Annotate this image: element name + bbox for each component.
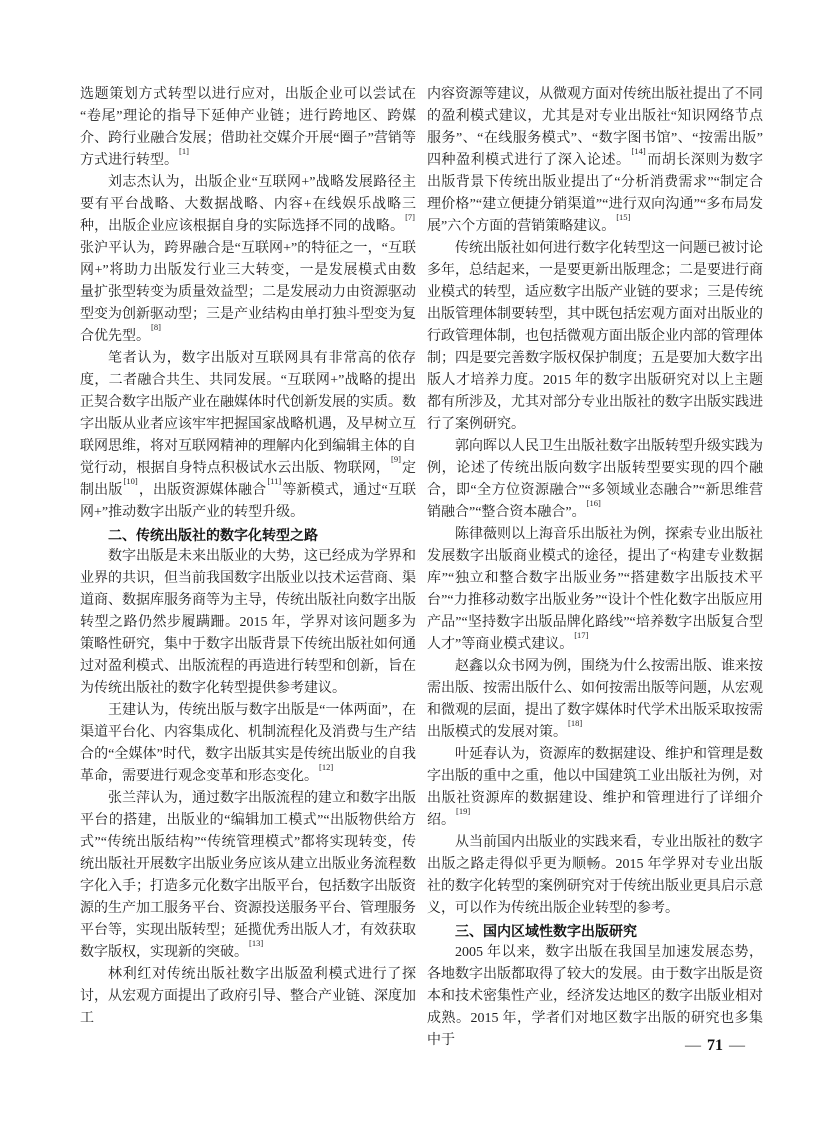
paragraph: 笔者认为，数字出版对互联网具有非常高的依存度，二者融合共生、共同发展。“互联网+”战略的提出正契合数字出版产业在融媒体时代创新发展的实质。数字出版从业者应该牢牢把握国家战略机遇，及早树立互联网思维，将对互联网精神的理解内化到编辑主体的自觉行动，根据自身特点积极试水云出版、物联网，[9]定制出版[10]，出版资源媒体融合[11]等新模式，通过“互联网+”推动数字出版产业的转型升级。 xyxy=(80,351,417,520)
citation-ref: [10] xyxy=(123,476,138,487)
paragraph: 王建认为，传统出版与数字出版是“一体两面”，在渠道平台化、内容集成化、机制流程化及消费与生产结合的“全媒体”时代，数字出版其实是传统出版业的自我革命，需要进行观念变革和形态变化。[12] xyxy=(80,703,416,784)
page-footer xyxy=(685,1035,745,1057)
paragraph: 从当前国内出版业的实践来看，专业出版社的数字出版之路走得似乎更为顺畅。2015 年学界对专业出版社的数字化转型的案例研究对于传统出版业更具启示意义，可以作为传统出版企业转型的参考。 xyxy=(427,835,763,916)
page-number: 71 xyxy=(707,1037,723,1054)
citation-ref: [7] xyxy=(405,212,415,223)
citation-ref: [16] xyxy=(586,498,601,509)
paragraph: 郭向晖以人民卫生出版社数字出版转型升级实践为例，论述了传统出版向数字出版转型要实现的四个融合，即“全方位资源融合”“多领域业态融合”“新思维营销融合”“整合资本融合”。[16] xyxy=(427,439,763,520)
paragraph: 内容资源等建议，从微观方面对传统出版社提出了不同的盈利模式建议，尤其是对专业出版社“知识网络节点服务”、“在线服务模式”、“数字图书馆”、“按需出版”四种盈利模式进行了深入论述。[14]而胡长深则为数字出版背景下传统出版业提出了“分析消费需求”“制定合理价格”“建立便捷分销渠道”“进行双向沟通”“多布局发展”六个方面的营销策略建议。[15] xyxy=(427,87,764,234)
citation-ref: [8] xyxy=(151,322,161,333)
paragraph: 2005 年以来，数字出版在我国呈加速发展态势，各地数字出版都取得了较大的发展。由于数字出版是资本和技术密集性产业，经济发达地区的数字出版业相对成熟。2015 年，学者们对地区数字出版的研究也多集中于 xyxy=(427,945,763,1048)
citation-ref: [19] xyxy=(456,806,471,817)
citation-ref: [13] xyxy=(249,938,264,949)
citation-ref: [14] xyxy=(631,146,646,157)
citation-ref: [9] xyxy=(391,454,401,465)
section-heading: 三、国内区域性数字出版研究 xyxy=(455,923,637,939)
paragraph: 刘志杰认为，出版企业“互联网+”战略发展路径主要有平台战略、大数据战略、内容+在线娱乐战略三种，出版企业应该根据自身的实际选择不同的战略。[7]张沪平认为，跨界融合是“互联网+”的特征之一，“互联网+”将助力出版发行业三大转变，一是发展模式由数量扩张型转变为质量效益型；二是发展动力由资源驱动型变为创新驱动型；三是产业结构由单打独斗型变为复合优先型。[8] xyxy=(80,175,416,344)
paragraph: 林利红对传统出版社数字出版盈利模式进行了探讨，从宏观方面提出了政府引导、整合产业链、深度加工 xyxy=(80,967,416,1026)
citation-ref: [12] xyxy=(319,762,334,773)
footer-dash-left: — xyxy=(685,1037,701,1054)
citation-ref: [15] xyxy=(616,212,631,223)
citation-ref: [17] xyxy=(574,630,589,641)
right-column xyxy=(427,84,763,1052)
citation-ref: [18] xyxy=(568,718,583,729)
paragraph: 数字出版是未来出版业的大势，这已经成为学界和业界的共识，但当前我国数字出版业以技术运营商、渠道商、数据库服务商等为主导，传统出版社向数字出版转型之路仍然步履蹒跚。2015 年，学界对该问题多为策略性研究，集中于数字出版背景下传统出版社如何通过对盈利模式、出版流程的再造进行转型和创新，旨在为传统出版社的数字化转型提供参考建议。 xyxy=(80,549,416,696)
paragraph: 张兰萍认为，通过数字出版流程的建立和数字出版平台的搭建，出版业的“编辑加工模式”“出版物供给方式”“传统出版结构”“传统管理模式”都将实现转变，传统出版社开展数字出版业务应该从建立出版业务流程数字化入手；打造多元化数字出版平台，包括数字出版资源的生产加工服务平台、资源投送服务平台、管理服务平台等，实现出版转型；延揽优秀出版人才，有效获取数字版权，实现新的突破。[13] xyxy=(80,791,416,960)
paragraph: 传统出版社如何进行数字化转型这一问题已被讨论多年，总结起来，一是要更新出版理念；二是要进行商业模式的转型，适应数字出版产业链的要求；三是传统出版管理体制要转型，其中既包括宏观方面对出版业的行政管理体制，也包括微观方面出版企业内部的管理体制；四是要完善数字版权保护制度；五是要加大数字出版人才培养力度。2015 年的数字出版研究对以上主题都有所涉及，尤其对部分专业出版社的数字出版实践进行了案例研究。 xyxy=(427,241,763,432)
paragraph: 叶延春认为，资源库的数据建设、维护和管理是数字出版的重中之重，他以中国建筑工业出版社为例，对出版社资源库的数据建设、维护和管理进行了详细介绍。[19] xyxy=(427,747,763,828)
page-body xyxy=(80,84,763,1052)
paragraph: 陈律薇则以上海音乐出版社为例，探索专业出版社发展数字出版商业模式的途径，提出了“构建专业数据库”“独立和整合数字出版业务”“搭建数字出版技术平台”“力推移动数字出版业务”“设计个性化数字出版应用产品”“坚持数字出版品牌化路线”“培养数字出版复合型人才”等商业模式建议。[17] xyxy=(427,527,763,652)
section-heading: 二、传统出版社的数字化转型之路 xyxy=(108,527,318,543)
citation-ref: [11] xyxy=(267,476,282,487)
footer-dash-right: — xyxy=(729,1037,745,1054)
citation-ref: [1] xyxy=(179,146,189,157)
paragraph: 选题策划方式转型以进行应对，出版企业可以尝试在“卷尾”理论的指导下延伸产业链；进行跨地区、跨媒介、跨行业融合发展；借助社交媒介开展“圈子”营销等方式进行转型。[1] xyxy=(80,87,416,168)
left-column xyxy=(80,84,416,1052)
paragraph: 赵鑫以众书网为例，围绕为什么按需出版、谁来按需出版、按需出版什么、如何按需出版等问题，从宏观和微观的层面，提出了数字媒体时代学术出版采取按需出版模式的发展对策。[18] xyxy=(427,659,763,740)
